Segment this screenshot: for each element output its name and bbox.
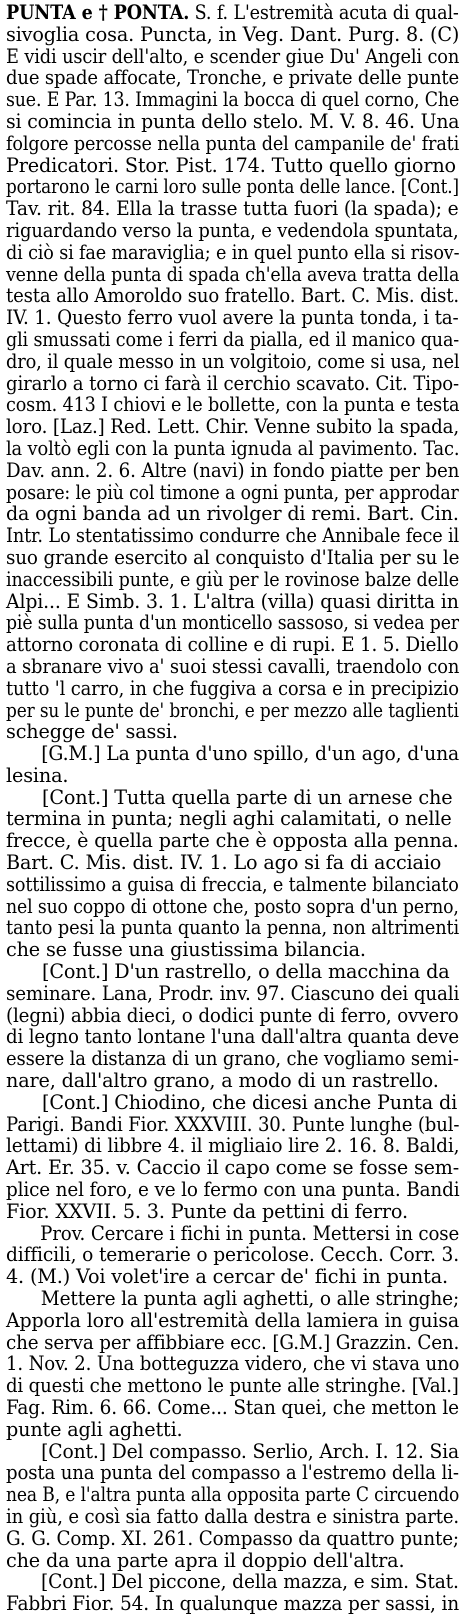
text-line	[6, 284, 460, 308]
text-line	[6, 1047, 459, 1071]
text-line	[6, 787, 459, 809]
line-text: due spade affocate, Tronche, e private delle punte	[6, 66, 460, 90]
line-text: Fag. Rim. 6. 66. Come... Stan quei, che metton le	[6, 1396, 459, 1419]
line-text: si comincia in punta dello stelo. M. V. 8. 46. Una	[6, 109, 460, 133]
text-line	[6, 175, 459, 199]
text-line	[6, 88, 460, 112]
line-text: cosm. 413 I chiovi e le bollette, con la punta e testa	[6, 393, 460, 417]
text-line	[6, 131, 460, 155]
line-text: suo grande esercito al conquisto d'Italia per su le	[6, 545, 460, 569]
line-text: per su le punte de' bronchi, e per mezzo alle taglienti	[6, 698, 459, 722]
text-line	[6, 633, 459, 657]
text-line	[6, 961, 459, 983]
text-line	[6, 1504, 459, 1528]
line-text: sottilissimo a guisa di freccia, e talmente bilanciato	[6, 872, 459, 896]
text-line	[6, 1156, 460, 1180]
line-text: punte agli aghetti.	[6, 1417, 183, 1441]
text-line	[6, 371, 460, 395]
line-text: la voltò egli con la punta ignuda al pavimento. Tac.	[6, 436, 460, 460]
line-text: Prov. Cercare i fichi in punta. Mettersi in cose	[40, 1221, 460, 1245]
line-text: lesina.	[6, 763, 69, 787]
line-text: [Cont.] Del piccone, della mazza, e sim. Stat.	[40, 1570, 459, 1594]
text-line	[6, 1461, 459, 1485]
text-line	[6, 1221, 460, 1245]
line-text: inaccessibili punte, e giù per le rovinose balze delle	[6, 567, 459, 591]
line-text: Predicatori. Stor. Pist. 174. Tutto quello giorno	[6, 153, 456, 177]
text-line	[6, 1287, 460, 1311]
text-line	[6, 808, 459, 830]
line-text: 4. (M.) Voi volet'ire a cercar de' fichi in punta.	[6, 1265, 448, 1289]
line-text: [Cont.] Chiodino, che dicesi anche Punta di	[42, 1090, 458, 1114]
text-line	[6, 1, 459, 24]
line-text: che da una parte apra il doppio dell'altra.	[6, 1548, 405, 1572]
line-text: IV. 1. Questo ferro vuol avere la punta tonda, i ta-	[6, 306, 459, 330]
line-text: difficili, o temerarie o pericolose. Cecch. Corr. 3.	[6, 1243, 459, 1267]
line-text: tanto pesi la punta quanto la penna, non altrimenti	[6, 916, 460, 940]
line-text: portarono le carni loro sulle ponta delle lance. [Cont.]	[6, 175, 459, 199]
text-line	[6, 66, 460, 90]
line-text: schegge de' sassi.	[6, 720, 178, 744]
line-text: da ogni banda ad un rivolger di remi. Bart. Cin.	[6, 502, 459, 526]
text-line	[6, 1526, 459, 1550]
text-line	[6, 765, 459, 787]
line-text: che serva per affibbiare ecc. [G.M.] Grazzin. Cen.	[6, 1330, 460, 1354]
text-line	[6, 1419, 459, 1441]
line-text: Intr. Lo stentatissimo condurre che Annibale fece il	[6, 524, 460, 548]
text-line	[6, 240, 460, 264]
text-line	[6, 676, 459, 700]
text-line	[6, 1483, 460, 1507]
text-line	[6, 654, 460, 678]
line-text: gli smussati come i ferri da pialla, ed il manico qua-	[6, 327, 460, 351]
text-line	[6, 458, 460, 482]
text-line	[6, 916, 460, 940]
line-text: riguardando verso la punta, e vedendola spuntata,	[6, 218, 459, 242]
text-line	[6, 109, 460, 133]
text-line	[6, 1003, 459, 1027]
text-line	[6, 1025, 459, 1049]
text-line	[6, 1070, 459, 1092]
text-line	[6, 1243, 459, 1267]
line-text: sue. E Par. 13. Immagini la bocca di quel corno, Che	[6, 88, 460, 112]
line-text: Tav. rit. 84. Ella la trasse tutta fuori (la spada); e	[6, 197, 459, 221]
line-text: in giù, e così sia fatto dalla destra e sinistra parte.	[6, 1504, 459, 1528]
text-line	[6, 872, 459, 896]
text-line	[6, 1439, 460, 1463]
line-text: posta una punta del compasso a l'estremo della li-	[6, 1461, 459, 1485]
text-line	[6, 1592, 460, 1615]
text-line	[6, 1092, 459, 1114]
line-text: [Cont.] Del compasso. Serlio, Arch. I. 12. Sia	[41, 1439, 460, 1463]
line-text: [G.M.] La punta d'uno spillo, d'un ago, d'una	[41, 742, 460, 766]
line-text: testa allo Amoroldo suo fratello. Bart. C. Mis. dist.	[6, 284, 460, 308]
text-line	[6, 698, 459, 722]
text-line	[6, 1201, 459, 1223]
text-line	[6, 1352, 460, 1376]
line-text: Fabbri Fior. 54. In qualunque mazza per sassi, in	[6, 1592, 460, 1615]
text-line	[6, 155, 459, 177]
text-line	[6, 721, 459, 743]
text-line	[6, 306, 459, 330]
text-line	[6, 24, 459, 46]
text-line	[6, 567, 459, 591]
line-text: (legni) abbia dieci, o dodici punte di ferro, ovvero	[6, 1003, 459, 1027]
entry-punta	[6, 2, 459, 1615]
line-text: girarlo a torno ci farà il cerchio scavato. Cit. Tipo-	[6, 371, 460, 395]
headword: PUNTA e † PONTA.	[6, 1, 190, 24]
line-text: seminare. Lana, Prodr. inv. 97. Ciascuno dei quali	[6, 981, 460, 1005]
line-text: 1. Nov. 2. Una botteguzza videro, che vi stava uno	[6, 1352, 460, 1376]
text-line	[6, 262, 460, 286]
line-text: Art. Er. 35. v. Caccio il capo come se fosse sem-	[6, 1156, 460, 1180]
text-line	[6, 44, 460, 68]
line-text: S. f. L'estremità acuta di qual-	[194, 1, 459, 24]
text-line	[6, 830, 457, 852]
line-text: dro, il quale messo in un volgitoio, come si usa, nel	[6, 349, 460, 373]
line-text: essere la distanza di un grano, che vogliamo semi-	[6, 1047, 459, 1071]
text-line	[6, 894, 459, 918]
line-text: nare, dall'altro grano, a modo di un rastrello.	[6, 1069, 439, 1093]
text-line	[6, 1112, 460, 1136]
line-text: attorno coronata di colline e di rupi. E 1. 5. Diello	[6, 633, 459, 657]
line-text: venne della punta di spada ch'ella aveva tratta della	[6, 262, 460, 286]
line-text: Bart. C. Mis. dist. IV. 1. Lo ago si fa di acciaio	[6, 851, 442, 875]
text-line	[6, 1266, 459, 1288]
text-line	[6, 218, 459, 242]
line-text: folgore percosse nella punta del campanile de' frati	[6, 131, 460, 155]
line-text: che se fusse una giustissima bilancia.	[6, 938, 366, 962]
text-line	[6, 1134, 460, 1158]
line-text: [Cont.] Tutta quella parte di un arnese che	[42, 785, 453, 809]
line-text: Parigi. Bandi Fior. XXXVIII. 30. Punte lunghe (bul-	[6, 1112, 460, 1136]
line-text: a sbranare vivo a' suoi stessi cavalli, traendolo con	[6, 654, 460, 678]
line-text: Apporla loro all'estremità della lamiera in guisa	[6, 1308, 460, 1332]
line-text: nea B, e l'altra punta alla opposita parte C circuendo	[6, 1483, 460, 1507]
line-text: [Cont.] D'un rastrello, o della macchina da	[42, 960, 450, 984]
line-text: Alpi... E Simb. 3. 1. L'altra (villa) quasi diritta in	[6, 589, 459, 613]
text-line	[6, 480, 459, 504]
line-text: Dav. ann. 2. 6. Altre (navi) in fondo piatte per ben	[6, 458, 460, 482]
text-line	[6, 611, 459, 635]
text-line	[6, 327, 460, 351]
text-line	[6, 1550, 459, 1572]
line-text: nel suo coppo di ottone che, posto sopra d'un perno,	[6, 894, 459, 918]
line-text: di legno tanto lontane l'una dall'altra quanta deve	[6, 1025, 459, 1049]
line-text: Mettere la punta agli aghetti, o alle stringhe;	[40, 1287, 460, 1311]
text-line	[6, 197, 459, 221]
text-line	[6, 545, 460, 569]
text-line	[6, 1374, 459, 1398]
line-text: plice nel foro, e ve lo fermo con una punta. Bandi	[6, 1178, 460, 1202]
text-line	[6, 524, 460, 548]
line-text: di questi che mettono le punte alle stringhe. [Val.]	[6, 1374, 459, 1398]
line-text: sivoglia cosa. Puncta, in Veg. Dant. Purg. 8. (C)	[6, 22, 460, 46]
line-text: E vidi uscir dell'alto, e scender giue Du' Angeli con	[6, 44, 460, 68]
line-text: di ciò si fae maraviglia; e in quel punto ella si risov-	[6, 240, 460, 264]
line-text: piè sulla punta d'un monticello sassoso, si vedea per	[6, 611, 459, 635]
text-line	[6, 349, 460, 373]
line-text: G. G. Comp. XI. 261. Compasso da quattro punte;	[6, 1526, 459, 1550]
text-line	[6, 1178, 460, 1202]
line-text: lettami) di libbre 4. il migliaio lire 2. 16. 8. Baldi,	[6, 1134, 460, 1158]
line-text: Fior. XXVII. 5. 3. Punte da pettini di ferro.	[6, 1199, 408, 1223]
text-line	[6, 1308, 460, 1332]
text-line	[6, 1330, 460, 1354]
text-line	[6, 742, 460, 766]
line-text: posare: le più col timone a ogni punta, per approdar	[6, 480, 459, 504]
text-line	[6, 436, 460, 460]
text-line	[6, 981, 460, 1005]
line-text: tutto 'l carro, in che fuggiva a corsa e in precipizio	[6, 676, 459, 700]
text-line	[6, 1396, 459, 1419]
line-text: termina in punta; negli aghi calamitati, o nelle	[6, 807, 452, 831]
text-line	[6, 393, 460, 417]
text-line	[6, 1570, 459, 1594]
text-line	[6, 502, 459, 526]
text-line	[6, 589, 459, 613]
line-text: loro. [Laz.] Red. Lett. Chir. Venne subito la spada,	[6, 415, 460, 439]
text-line	[6, 852, 459, 874]
text-line	[6, 939, 459, 961]
text-line	[6, 415, 460, 439]
line-text: frecce, è quella parte che è opposta alla penna.	[6, 829, 459, 853]
